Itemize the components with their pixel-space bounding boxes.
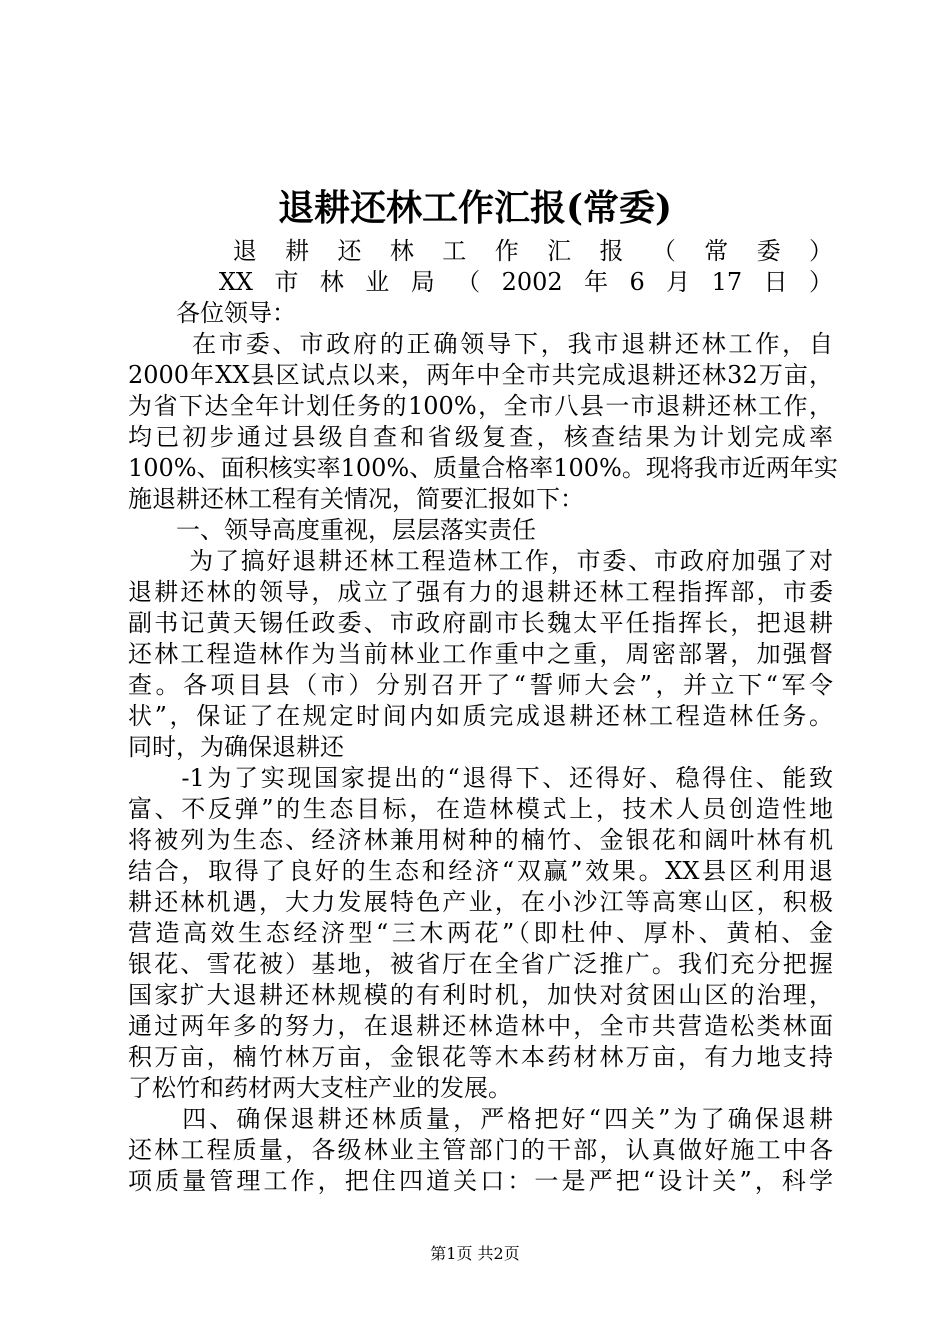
text-line: 状”，保证了在规定时间内如质完成退耕还林工程造林任务。 xyxy=(128,702,833,730)
text-line: 项质量管理工作，把住四道关口：一是严把“设计关”，科学 xyxy=(128,1167,833,1195)
text-line: 一、领导高度重视，层层落实责任 xyxy=(128,516,536,544)
text-line: 在市委、市政府的正确领导下，我市退耕还林工作，自 xyxy=(128,330,833,358)
text-line: 均已初步通过县级自查和省级复查，核查结果为计划完成率 xyxy=(128,423,833,451)
page-footer: 第1页 共2页 xyxy=(430,1244,520,1263)
text-line: 结合，取得了良好的生态和经济“双赢”效果。XX县区利用退 xyxy=(128,857,833,885)
text-line: 耕还林机遇，大力发展特色产业，在小沙江等高寒山区，积极 xyxy=(128,888,833,916)
text-line: 同时，为确保退耕还 xyxy=(128,733,344,761)
text-line: 2000年XX县区试点以来，两年中全市共完成退耕还林32万亩， xyxy=(128,361,833,389)
text-line: 还林工程造林作为当前林业工作重中之重，周密部署，加强督 xyxy=(128,640,833,668)
text-line: 还林工程质量，各级林业主管部门的干部，认真做好施工中各 xyxy=(128,1136,833,1164)
text-line: 为了搞好退耕还林工程造林工作，市委、市政府加强了对 xyxy=(128,547,833,575)
text-line: 退耕还林工作汇报（常委） xyxy=(128,237,833,265)
text-line: 积万亩，楠竹林万亩，金银花等木本药材林万亩，有力地支持 xyxy=(128,1043,833,1071)
text-line: 通过两年多的努力，在退耕还林造林中，全市共营造松类林面 xyxy=(128,1012,833,1040)
text-line: 营造高效生态经济型“三木两花”（即杜仲、厚朴、黄柏、金 xyxy=(128,919,833,947)
document-title: 退耕还林工作汇报(常委) xyxy=(277,187,673,229)
text-line: 退耕还林的领导，成立了强有力的退耕还林工程指挥部，市委 xyxy=(128,578,833,606)
text-line: 各位领导： xyxy=(128,299,296,327)
text-line: 国家扩大退耕还林规模的有利时机，加快对贫困山区的治理， xyxy=(128,981,833,1009)
text-line: 施退耕还林工程有关情况，简要汇报如下： xyxy=(128,485,584,513)
text-line: 四、确保退耕还林质量，严格把好“四关”为了确保退耕 xyxy=(128,1105,833,1133)
text-line: 了松竹和药材两大支柱产业的发展。 xyxy=(128,1074,512,1102)
text-line: 富、不反弹”的生态目标，在造林模式上，技术人员创造性地 xyxy=(128,795,833,823)
text-line: 副书记黄天锡任政委、市政府副市长魏太平任指挥长，把退耕 xyxy=(128,609,833,637)
text-line: -1为了实现国家提出的“退得下、还得好、稳得住、能致 xyxy=(128,764,833,792)
text-line: 将被列为生态、经济林兼用树种的楠竹、金银花和阔叶林有机 xyxy=(128,826,833,854)
document-body xyxy=(128,236,838,1197)
text-line: 为省下达全年计划任务的100%，全市八县一市退耕还林工作， xyxy=(128,392,833,420)
text-line: XX市林业局（2002年6月17日） xyxy=(128,268,833,296)
text-line: 银花、雪花被）基地，被省厅在全省广泛推广。我们充分把握 xyxy=(128,950,833,978)
text-line: 100%、面积核实率100%、质量合格率100%。现将我市近两年实 xyxy=(128,454,838,482)
text-line: 查。各项目县（市）分别召开了“誓师大会”，并立下“军令 xyxy=(128,671,833,699)
